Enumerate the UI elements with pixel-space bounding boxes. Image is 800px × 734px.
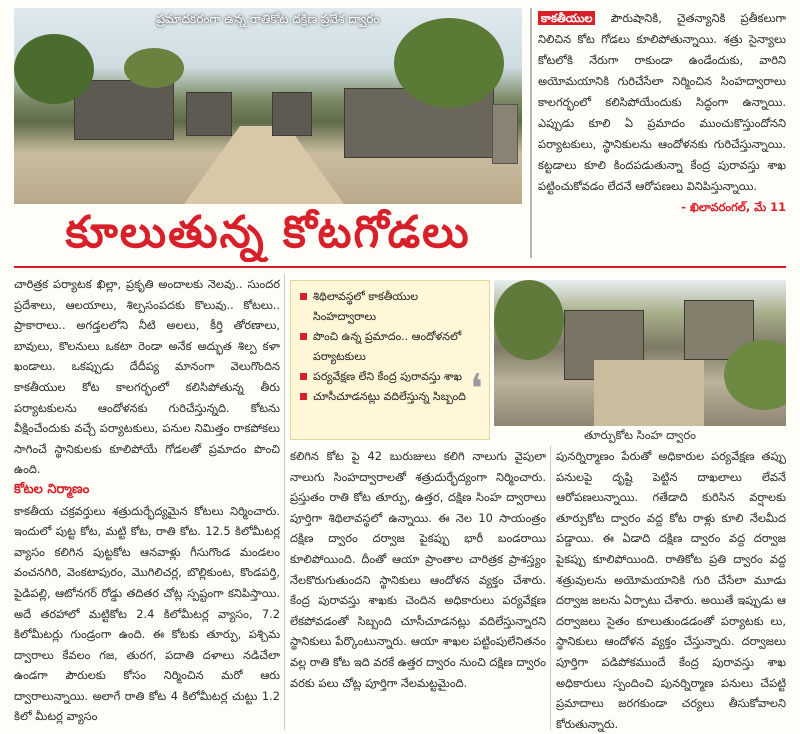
column-divider <box>284 274 285 730</box>
photo-caption: ప్రమాదకరంగా ఉన్న రాతికోట దక్షిణ ప్రవేశ ద్వారం <box>156 12 380 26</box>
headline: కూలుతున్న కోటగోడలు <box>65 207 471 258</box>
col2-text: కలిగిన కోట పై 42 బురుజులు కలిగి నాలుగు వైపులా నాలుగు సింహద్వారాలతో శత్రుదుర్భేద్యంగా నిర్మించారు. ప్రస్తుతం రాతి కోట తూర్పు, ఉత్తర, దక్షిణ సింహ ద్వారాలు పూర్తిగా శిథిలావస్థలో ఉన్నాయి. ఈ నెల 10 సాయంత్రం దక్షిణ ద్వారం దర్వాజ పైకప్పు భారీ బండరాయి కూలిపోయింది. దీంతో ఆయా ప్రాంతాల చారిత్రక ప్రాశస్త్యం నేలకొరుగుతుందని స్థానికులు ఆందోళన వ్యక్తం చేశారు. కేంద్ర పురావస్తు శాఖకు చెందిన అధికారులు పర్యవేక్షణ లేకపోవడంతో సిబ్బంది చూసీచూడనట్లు వదిలేస్తున్నారని స్థానికులు పేర్కొంటున్నారు. ఆయా శాఖల పట్టింపులేనితనం వల్ల రాతి కోట ఇది వరకే ఉత్తర ద్వారం నుంచి దక్షిణ ద్వారం వరకు పలు చోట్ల పూర్తిగా నేలమట్టమైంది. <box>290 449 546 690</box>
col3-text: పునర్నిర్మాణం పేరుతో అధికారుల పర్యవేక్షణ తప్పు పనులపై దృష్టి పెట్టిన దాఖలాలు లేవనే ఆరోపణలున్నాయి. గతేడాది కురిసిన వర్షాలకు తూర్పుకోట ద్వారం వద్ద కోట రాళ్లు కూలి నేలమీద పడ్డాయి. ఈ ఏడాది దక్షిణ ద్వారం వద్ద దర్వాజ పైకప్పు కూలిపోయింది. రాతికోట ప్రతి ద్వారం వద్ద శత్రువులను అయోమయానికి గురి చేసేలా మూడు దర్వాజ జలను ఏర్పాటు చేశారు. అయితే ఇప్పుడు ఆ దర్వాజలు సైతం కూలుతుండడంతో పర్యాటకు లు, స్థానికులు ఆందోళన వ్యక్తం చేస్తున్నారు. దర్వాజలు పూర్తిగా పడిపోకముందే కేంద్ర పురావస్తు శాఖ అధికారులు స్పందించి పునర్నిర్మాణ పనులు చేపట్టి ప్రమాదాలు జరగకుండా చర్యలు తీసుకోవాలని కోరుతున్నారు. <box>556 449 786 731</box>
column-divider <box>550 446 551 730</box>
highlight-item: పర్యవేక్షణ లేని కేంద్ర పురావస్తు శాఖ <box>297 367 483 387</box>
col1-para1: చారిత్రక పర్యాటక ఖిల్లా, ప్రకృతి అందాలకు నెలవు.. సుందర ప్రదేశాలు, ఆలయాలు, శిల్పసంపదకు కొలువు.. కోటలు.. ప్రాకారాలు.. అగడ్తలలోని నీటి అలలు, కీర్తి తోరణాలు, బావులు, కొలనులు ఒకటా రెండా అనేక అద్భుత శిల్ప కళా ఖండాలు. ఒకప్పుడు దేదీప్య మానంగా వెలుగొందిన కాకతీయుల కోట కాలగర్భంలో కలిసిపోతున్న తీరు పర్యాటకులను ఆందోళనకు గురిచేస్తున్నది. కోటను వీక్షించేందుకు వచ్చే పర్యాటకులు, పనుల నిమిత్తం రాకపోకలు సాగించే స్థానికులకు కూలిపోయే గోడలతో ప్రమాదం పొంచి ఉంది. <box>14 277 280 477</box>
fort-gate-photo <box>14 8 522 204</box>
intro-box <box>530 8 786 258</box>
subhead-fort-construction: కోటల నిర్మాణం <box>14 481 90 497</box>
intro-lead: కాకతీయుల <box>538 11 595 25</box>
section-rule <box>14 266 786 268</box>
east-gate-photo <box>494 280 786 426</box>
col1-para2: కాకతీయ చక్రవర్తులు శత్రుదుర్భేద్యమైన కోటలు నిర్మించారు. ఇందులో పుట్ట కోట, మట్టి కోట, రాతి కోట. 12.5 కిలోమీటర్ల వ్యాసం కలిగిన పుట్టకోట ఆనవాళ్లు గీసుగొండ మండలం వంచనగిరి, వెంకటాపురం, మొగిలిచర్ల, బొల్లికుంట, కొండపర్తి, పైడిపల్లి, ఆటోనగర్ రోడ్డు తదితర చోట్ల స్పష్టంగా కనిపిస్తాయి. అదే తరహాలో మట్టికోట 2.4 కిలోమీటర్ల వ్యాసం, 7.2 కిలోమీటర్లు గుండ్రంగా ఉంది. ఈ కోటకు తూర్పు, పశ్చిమ ద్వారాలు కేవలం గజ, తురగ, పదాతి దళాలు నడిచేలా ఉండగా పౌరులకు కోసం నిర్మించిన మరో ఆరు ద్వారాలున్నాయి. అలాగే రాతి కోట 4 కిలోమీటర్ల చుట్టు 1.2 కిలో మీటర్ల వ్యాసం <box>14 503 280 724</box>
dateline: - ఖిలావరంగల్, మే 11 <box>681 200 786 214</box>
highlight-item: చూసీచూడనట్లు వదిలేస్తున్న సిబ్బంది <box>297 387 483 407</box>
highlight-item: పొంచి ఉన్న ప్రమాదం.. ఆందోళనలో పర్యాటకులు <box>297 327 483 367</box>
intro-text: పౌరుషానికి, చైతన్యానికి ప్రతీకలుగా నిలిచిన కోట గోడలు కూలిపోతున్నాయి. శత్రు సైన్యాలు కోటలోకి నేరుగా రాకుండా ఉండేందుకు, వారిని అయోమయానికి గురిచేసేలా నిర్మించిన సింహద్వారాలు కాలగర్భంలో కలిసిపోయేందుకు సిద్ధంగా ఉన్నాయి. ఎప్పుడు కూలి ఏ ప్రమాదం ముంచుకొస్తుందోనని పర్యాటకులు, స్థానికులను ఆందోళనకు గురిచేస్తున్నాయి. కట్టడాలు కూలి కిందపడుతున్నా కేంద్ర పురావస్తు శాఖ పట్టించుకోవడం లేదనే ఆరోపణలు వినిపిస్తున్నాయి. <box>538 11 786 193</box>
highlights-box <box>290 280 490 440</box>
highlight-item: శిథిలావస్థలో కాకతీయుల సింహద్వారాలు <box>297 287 483 327</box>
article-column-1 <box>14 274 280 734</box>
photo-caption: తూర్పుకోట సింహ ద్వారం <box>584 428 696 442</box>
quote-mark-icon: ❛ <box>470 366 483 412</box>
article-column-2 <box>290 446 546 734</box>
article-column-3 <box>556 446 786 734</box>
